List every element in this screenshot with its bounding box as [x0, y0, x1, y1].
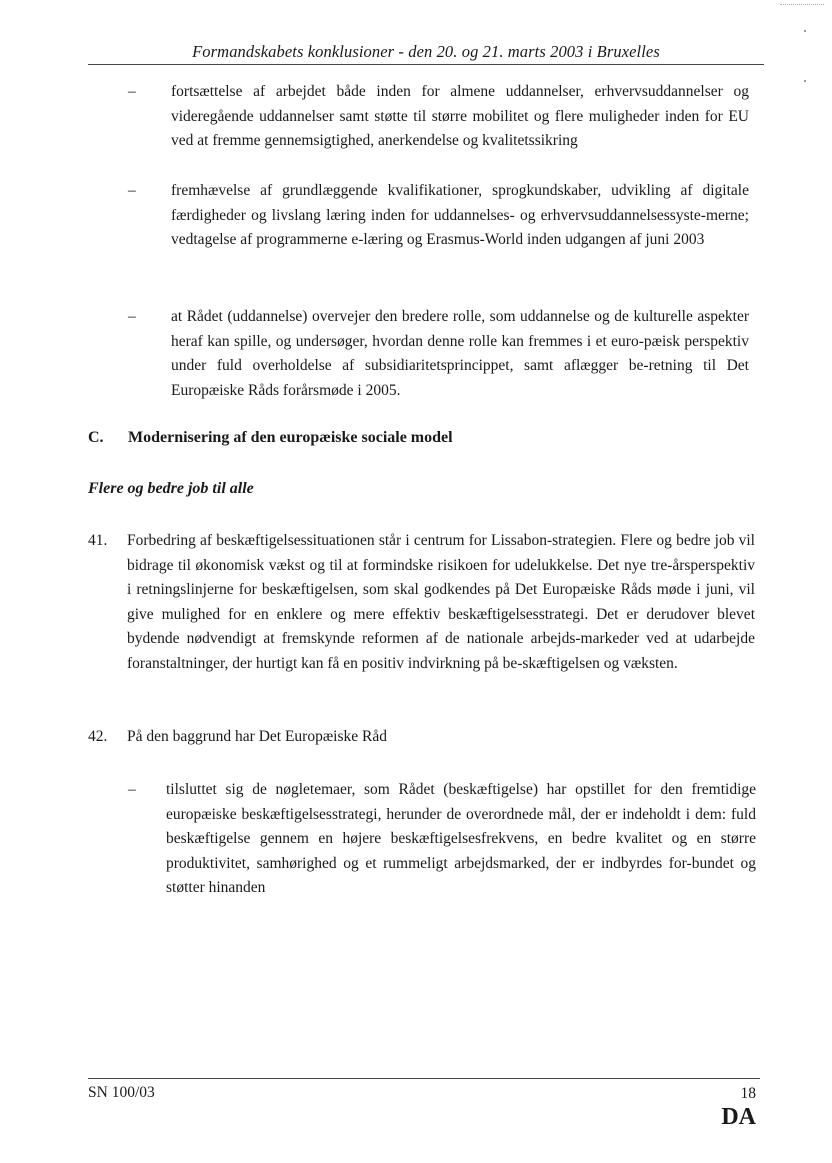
- page-number: 18: [740, 1085, 756, 1102]
- paragraph-number: 41.: [88, 532, 108, 549]
- header-rule: [88, 64, 764, 65]
- paragraph-number: 42.: [88, 728, 108, 745]
- section-letter: C.: [88, 429, 104, 446]
- language-code: DA: [721, 1104, 756, 1130]
- bullet-item: tilsluttet sig de nøgletemaer, som Rådet (beskæftigelse) har opstillet for den fremtidige europæiske beskæftigelsesstrategi, herunder de overordnede mål, der er indeholdt i dem: fuld beskæftigelse gennem en højere beskæftigelsesfrekvens, en bedre kvalitet og en større produktivitet, samhørighed og et rummeligt arbejdsmarked, der er indbyrdes for-bundet og støtter hinanden: [166, 781, 756, 896]
- numbered-paragraph: Forbedring af beskæftigelsessituationen står i centrum for Lissabon-strategien. Flere og bedre job vil bidrage til økonomisk vækst og til at formindske risikoen for udelukkelse. Det nye tre-årsperspektiv i retningslinjerne for beskæftigelsen, som skal godkendes på Det Europæiske Råds møde i juni, vil give mulighed for en enklere og mere effektiv beskæftigelsesstrategi. Det er derudover blevet bydende nødvendigt at fremskynde reformen af de nationale arbejds-markeder ved at udarbejde foranstaltninger, der hurtigt kan få en positiv indvirkning på be-skæftigelsen og væksten.: [127, 532, 755, 672]
- bullet-marker: –: [128, 308, 136, 325]
- bullet-marker: –: [128, 781, 136, 798]
- document-reference: SN 100/03: [88, 1084, 155, 1101]
- numbered-paragraph: På den baggrund har Det Europæiske Råd: [127, 728, 387, 745]
- scan-speck: [804, 30, 806, 32]
- bullet-marker: –: [128, 182, 136, 199]
- running-header: Formandskabets konklusioner - den 20. og 21. marts 2003 i Bruxelles: [192, 42, 660, 61]
- subheading: Flere og bedre job til alle: [88, 480, 254, 497]
- footer-rule: [88, 1078, 760, 1079]
- bullet-item: at Rådet (uddannelse) overvejer den bredere rolle, som uddannelse og de kulturelle aspekter heraf kan spille, og undersøger, hvordan denne rolle kan fremmes i et euro-pæisk perspektiv under fuld overholdelse af subsidiaritetsprincippet, samt aflægger be-retning til Det Europæiske Råds forårsmøde i 2005.: [171, 308, 749, 399]
- scan-speck: [804, 80, 806, 82]
- section-title: Modernisering af den europæiske sociale model: [128, 429, 453, 446]
- bullet-item: fremhævelse af grundlæggende kvalifikationer, sprogkundskaber, udvikling af digitale færdigheder og livslang læring inden for uddannelses- og erhvervsuddannelsessyste-merne; vedtagelse af programmerne e-læring og Erasmus-World inden udgangen af juni 2003: [171, 182, 749, 248]
- bullet-marker: –: [128, 83, 136, 100]
- bullet-item: fortsættelse af arbejdet både inden for almene uddannelser, erhvervsuddannelser og videregående uddannelser samt støtte til større mobilitet og flere muligheder inden for EU ved at fremme gennemsigtighed, anerkendelse og kvalitetssikring: [171, 83, 749, 149]
- scan-artifact: [780, 4, 824, 5]
